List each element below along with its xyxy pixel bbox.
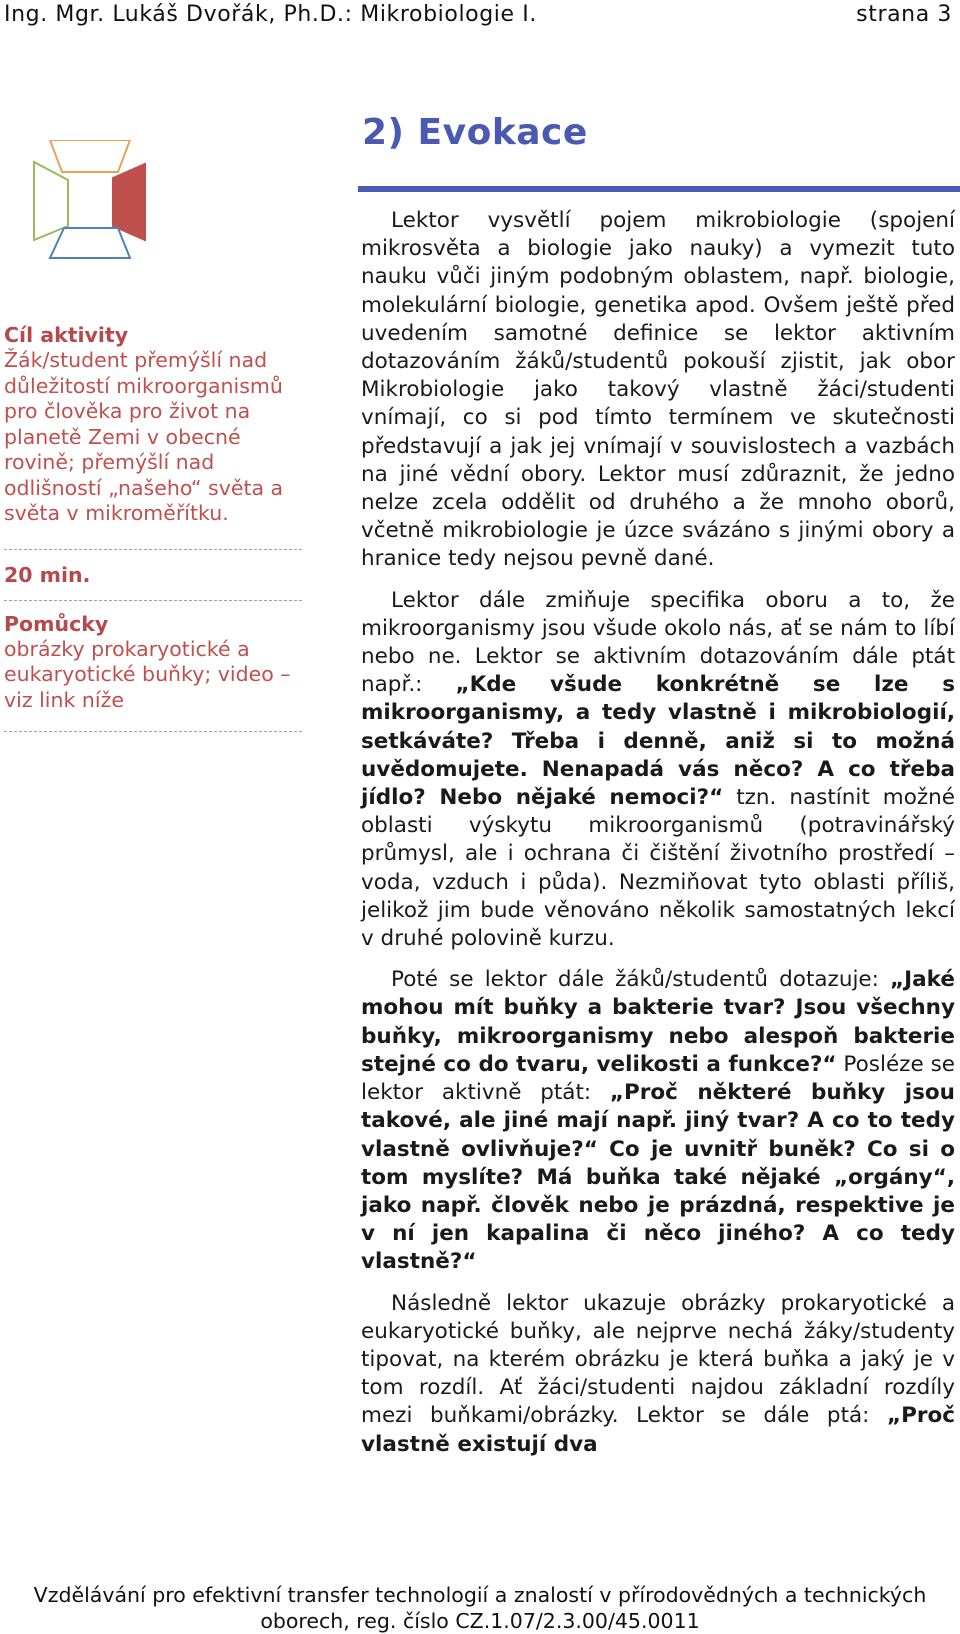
footer-line: oborech, reg. číslo CZ.1.07/2.3.00/45.0011 xyxy=(260,1609,700,1633)
main-text xyxy=(361,207,955,1472)
four-trapezoid-logo-icon xyxy=(30,140,155,275)
duration: 20 min. xyxy=(4,562,91,587)
activity-sidebar xyxy=(4,322,304,732)
section-title: 2) Evokace xyxy=(362,112,588,153)
page-number: strana 3 xyxy=(856,2,952,27)
aids-heading: Pomůcky xyxy=(4,611,109,636)
footer xyxy=(0,1582,960,1634)
paragraph: Poté se lektor dále žáků/studentů dotazuje: „Jaké mohou mít buňky a bakterie tvar? Jsou všechny buňky, mikroorganismy nebo alespoň bakterie stejné co do tvaru, velikosti a funkce?“ Posléze se lektor aktivně ptát: „Proč některé buňky jsou takové, ale jiné mají např. jiný tvar? A co to tedy vlastně ovlivňuje?“ Co je uvnitř buněk? Co si o tom myslíte? Má buňka také nějaké „orgány“, jako např. člověk nebo je prázdná, respektive je v ní jen kapalina či něco jiného? A co tedy vlastně?“ xyxy=(361,967,955,1275)
paragraph: Lektor vysvětlí pojem mikrobiologie (spojení mikrosvěta a biologie jako nauky) a vymezit tuto nauku vůči jiným podobným oblastem, např. biologie, molekulární biologie, genetika apod. Ovšem ještě před uvedením samotné definice se lektor aktivním dotazováním žáků/studentů pokouší zjistit, jak obor Mikrobiologie jako takový vlastně žáci/studenti vnímají, co si pod tímto termínem ve skutečnosti představují a jak jej vnímají v souvislostech a vazbách na jiné vědní obory. Lektor musí zdůraznit, že jedno nelze zcela oddělit od druhého a že mnoho oborů, včetně mikrobiologie je úzce svázáno s jinými obory a hranice tedy nejsou pevně dané. xyxy=(361,208,955,572)
title-rule xyxy=(358,186,960,192)
goal-text: Žák/student přemýšlí nad důležitostí mikroorganismů pro člověka pro život na planetě Zemi v obecné rovině; přemýšlí nad odlišností „našeho“ světa a světa v mikroměřítku. xyxy=(4,348,284,525)
footer-line: Vzdělávání pro efektivní transfer technologií a znalostí v přírodovědných a technických xyxy=(33,1583,927,1607)
paragraph: Lektor dále zmiňuje specifika oboru a to, že mikroorganismy jsou všude okolo nás, ať se nám to líbí nebo ne. Lektor se aktivním dotazováním dále ptát např.: „Kde všude konkrétně se lze s mikroorganismy, a tedy vlastně i mikrobiologií, setkáváte? Třeba i denně, aniž si to možná uvědomujete. Nenapadá vás něco? A co třeba jídlo? Nebo nějaké nemoci?“ tzn. nastínit možné oblasti výskytu mikroorganismů (potravinářský průmysl, ale i ochrana či čištění životního prostředí – voda, vzduch i půda). Nezmiňovat tyto oblasti příliš, jelikož jim bude věnováno několik samostatných lekcí v druhé polovině kurzu. xyxy=(361,587,956,952)
paragraph: Následně lektor ukazuje obrázky prokaryotické a eukaryotické buňky, ale nejprve nechá žáky/studenty tipovat, na kterém obrázku je která buňka a jaký je v tom rozdíl. Ať žáci/studenti najdou základní rozdíly mezi buňkami/obrázky. Lektor se dále ptá: „Proč vlastně existují dva xyxy=(361,1290,955,1457)
aids-text: obrázky prokaryotické a eukaryotické buňky; video – viz link níže xyxy=(4,636,291,712)
goal-heading: Cíl aktivity xyxy=(4,323,129,347)
header-title: Ing. Mgr. Lukáš Dvořák, Ph.D.: Mikrobiologie I. xyxy=(4,2,537,27)
sidebar-divider xyxy=(4,731,302,732)
